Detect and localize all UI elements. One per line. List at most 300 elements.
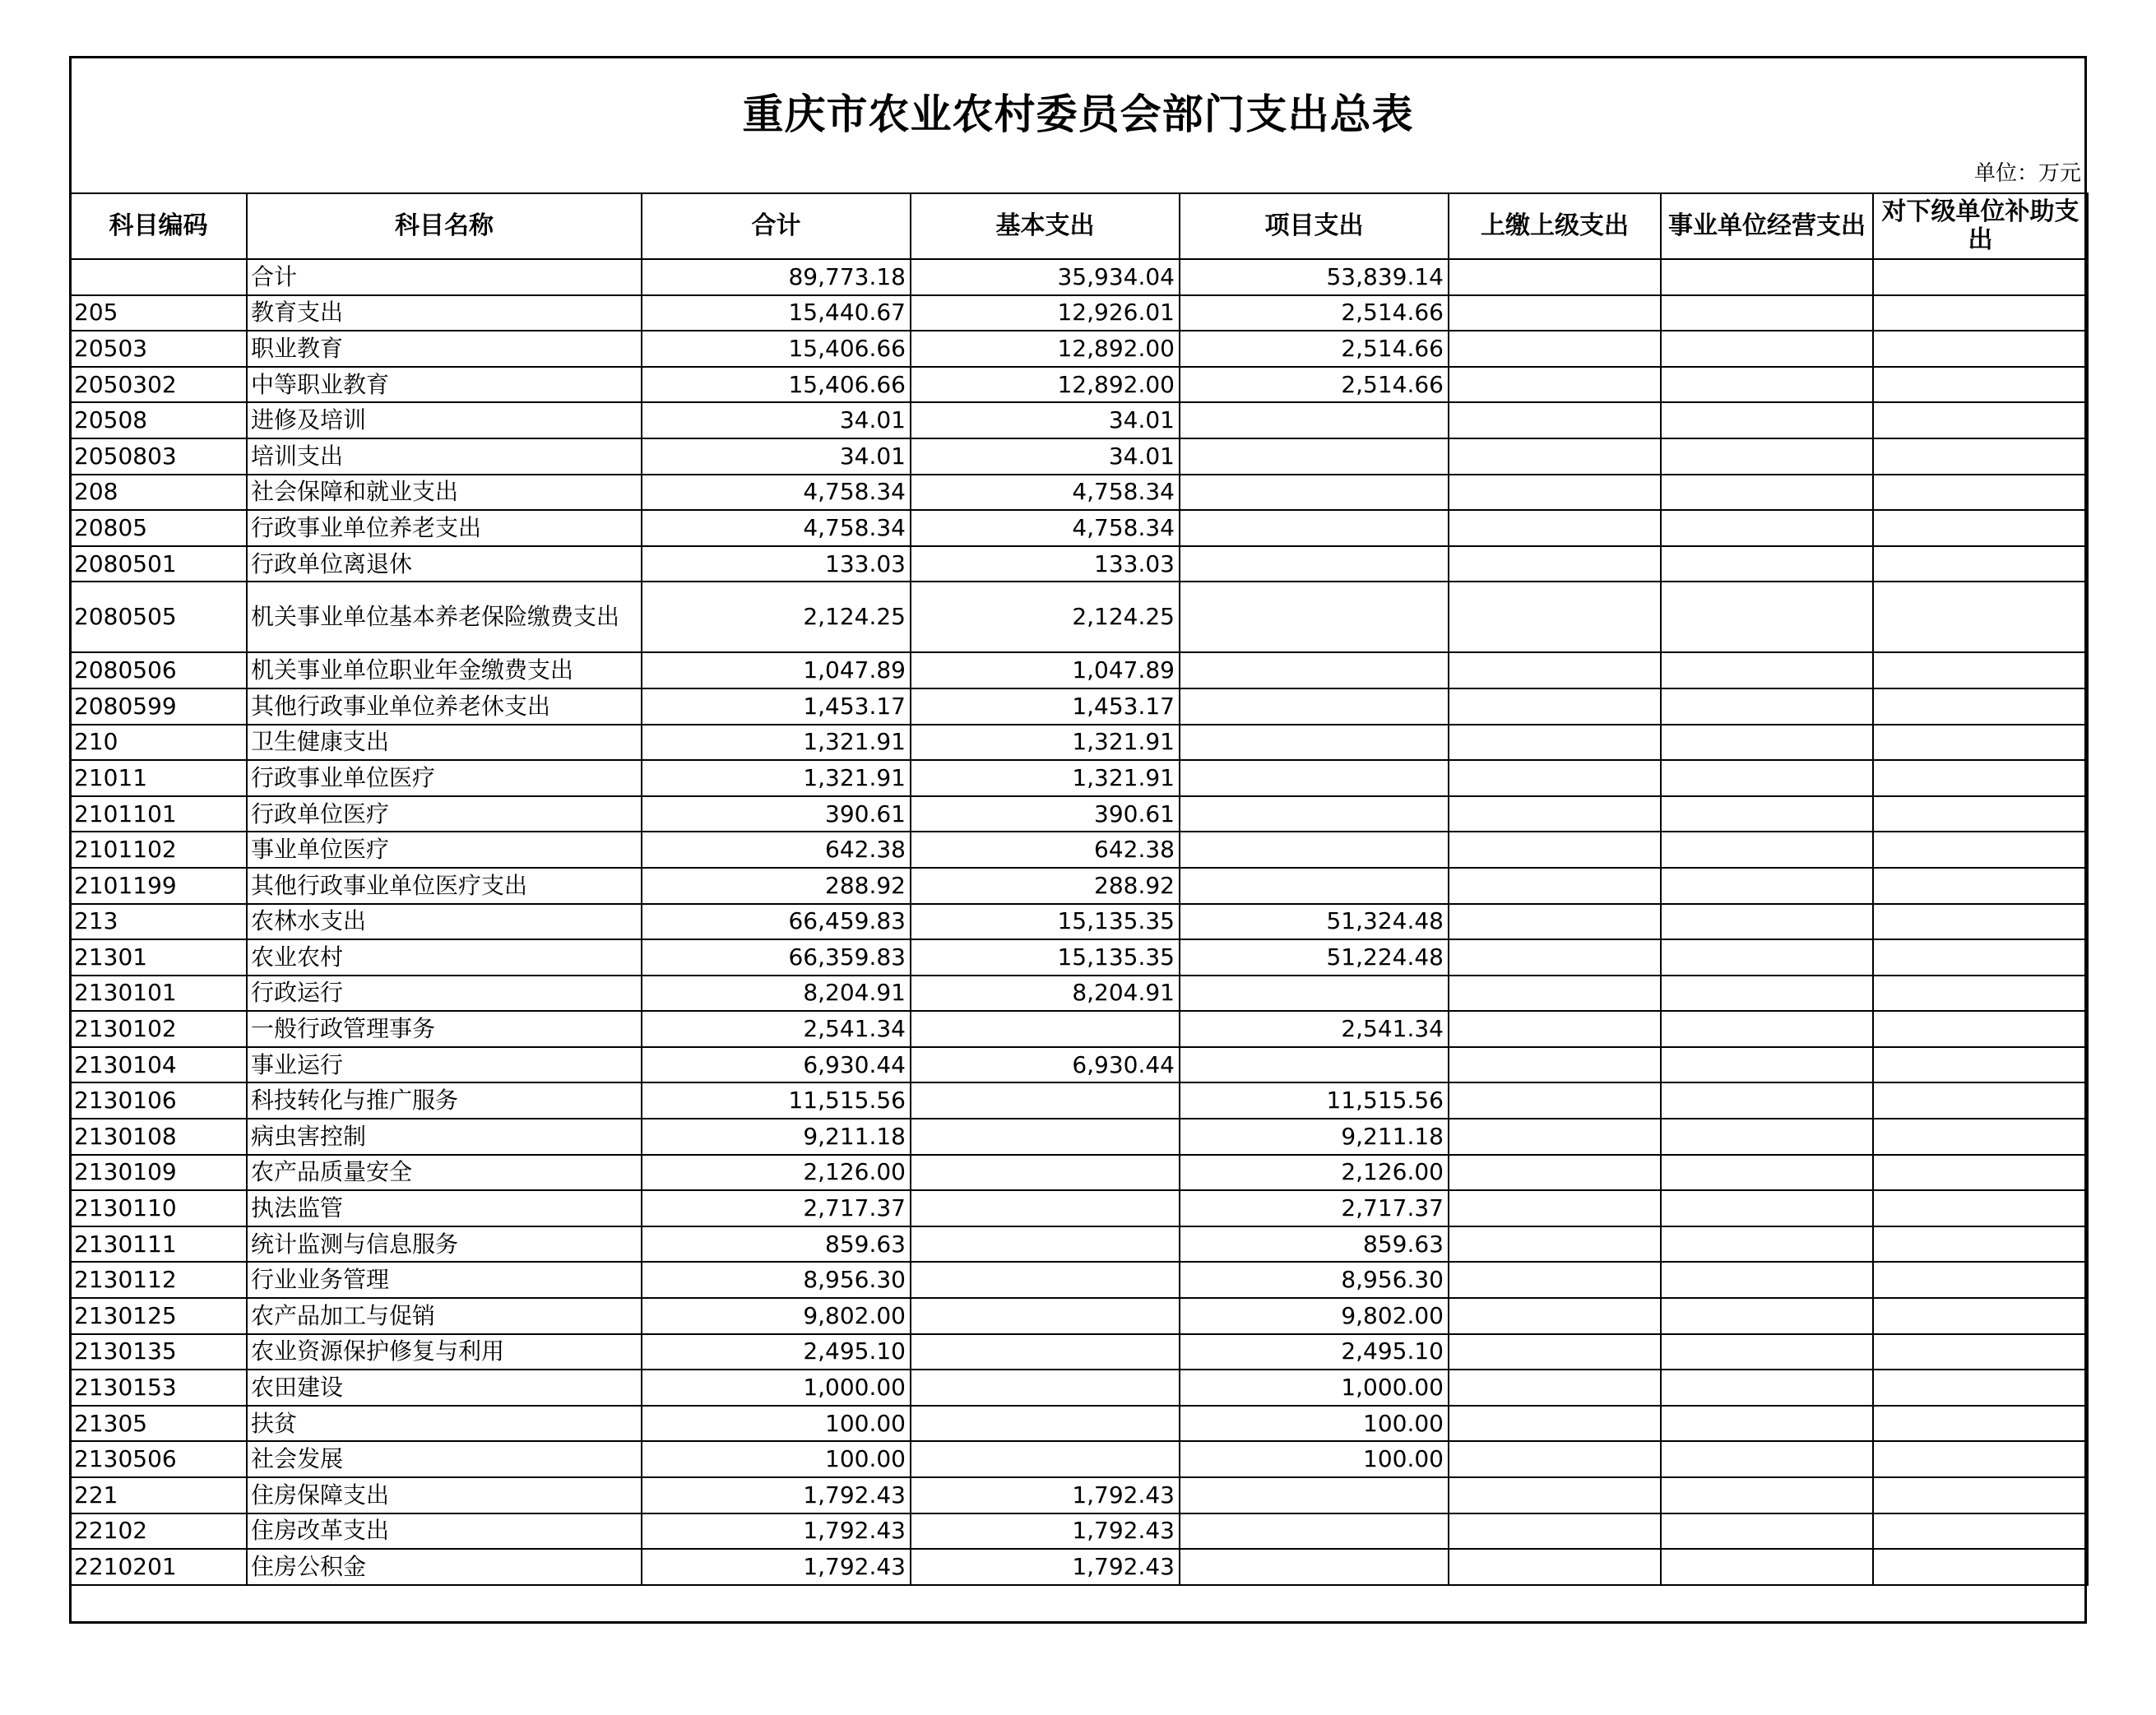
- cell-upper: [1449, 725, 1661, 761]
- cell-code: 2080599: [70, 688, 247, 725]
- cell-total: 1,047.89: [642, 652, 911, 688]
- header-business: 事业单位经营支出: [1661, 193, 1873, 259]
- cell-biz: [1661, 510, 1873, 546]
- cell-code: 20508: [70, 402, 247, 438]
- cell-project: [1180, 868, 1449, 904]
- cell-total: 15,406.66: [642, 367, 911, 403]
- cell-biz: [1661, 367, 1873, 403]
- table-row: [70, 1406, 2088, 1442]
- cell-basic: 4,758.34: [911, 475, 1180, 511]
- cell-code: 2080505: [70, 582, 247, 652]
- cell-total: 15,406.66: [642, 331, 911, 367]
- cell-upper: [1449, 546, 1661, 582]
- cell-upper: [1449, 832, 1661, 868]
- cell-name: 职业教育: [247, 331, 642, 367]
- cell-code: 2130153: [70, 1370, 247, 1406]
- cell-basic: 390.61: [911, 796, 1180, 832]
- table-row: [70, 1119, 2088, 1155]
- cell-name: 住房公积金: [247, 1549, 642, 1585]
- cell-biz: [1661, 1262, 1873, 1298]
- cell-total: 2,717.37: [642, 1190, 911, 1226]
- header-project: 项目支出: [1180, 193, 1449, 259]
- cell-name: 执法监管: [247, 1190, 642, 1226]
- expenditure-table: [69, 192, 2089, 1586]
- cell-code: 20503: [70, 331, 247, 367]
- cell-code: 2130101: [70, 976, 247, 1012]
- cell-name: 农业农村: [247, 939, 642, 976]
- cell-basic: 1,453.17: [911, 688, 1180, 725]
- cell-upper: [1449, 1190, 1661, 1226]
- cell-total: 288.92: [642, 868, 911, 904]
- cell-name: 行政事业单位养老支出: [247, 510, 642, 546]
- cell-total: 1,792.43: [642, 1549, 911, 1585]
- cell-sub: [1873, 259, 2088, 295]
- cell-sub: [1873, 1190, 2088, 1226]
- cell-code: 205: [70, 295, 247, 331]
- cell-biz: [1661, 1477, 1873, 1513]
- cell-total: 15,440.67: [642, 295, 911, 331]
- cell-biz: [1661, 1190, 1873, 1226]
- table-row: [70, 976, 2088, 1012]
- cell-biz: [1661, 868, 1873, 904]
- cell-biz: [1661, 1334, 1873, 1370]
- cell-code: 2101199: [70, 868, 247, 904]
- cell-biz: [1661, 546, 1873, 582]
- cell-biz: [1661, 402, 1873, 438]
- cell-biz: [1661, 1513, 1873, 1550]
- cell-basic: 642.38: [911, 832, 1180, 868]
- cell-project: 2,541.34: [1180, 1011, 1449, 1047]
- cell-project: [1180, 438, 1449, 475]
- cell-name: 农产品加工与促销: [247, 1298, 642, 1334]
- cell-code: 2050302: [70, 367, 247, 403]
- cell-name: 行政单位离退休: [247, 546, 642, 582]
- cell-upper: [1449, 976, 1661, 1012]
- cell-name: 培训支出: [247, 438, 642, 475]
- cell-project: [1180, 725, 1449, 761]
- cell-sub: [1873, 904, 2088, 940]
- cell-basic: 35,934.04: [911, 259, 1180, 295]
- cell-biz: [1661, 725, 1873, 761]
- cell-code: 21301: [70, 939, 247, 976]
- cell-total: 11,515.56: [642, 1082, 911, 1119]
- cell-upper: [1449, 1011, 1661, 1047]
- cell-basic: 6,930.44: [911, 1047, 1180, 1083]
- cell-basic: [911, 1334, 1180, 1370]
- cell-upper: [1449, 1406, 1661, 1442]
- cell-project: 2,126.00: [1180, 1155, 1449, 1191]
- cell-basic: 12,892.00: [911, 367, 1180, 403]
- cell-sub: [1873, 1406, 2088, 1442]
- cell-project: [1180, 1477, 1449, 1513]
- cell-name: 教育支出: [247, 295, 642, 331]
- cell-total: 9,211.18: [642, 1119, 911, 1155]
- cell-code: 2130110: [70, 1190, 247, 1226]
- cell-sub: [1873, 868, 2088, 904]
- cell-total: 34.01: [642, 402, 911, 438]
- cell-biz: [1661, 1011, 1873, 1047]
- cell-project: [1180, 796, 1449, 832]
- cell-name: 统计监测与信息服务: [247, 1226, 642, 1263]
- cell-code: 2130104: [70, 1047, 247, 1083]
- cell-upper: [1449, 367, 1661, 403]
- cell-project: 2,495.10: [1180, 1334, 1449, 1370]
- cell-upper: [1449, 1226, 1661, 1263]
- cell-project: [1180, 760, 1449, 796]
- table-row: [70, 438, 2088, 475]
- cell-name: 行政运行: [247, 976, 642, 1012]
- table-row: [70, 1262, 2088, 1298]
- cell-name: 扶贫: [247, 1406, 642, 1442]
- cell-project: 2,514.66: [1180, 331, 1449, 367]
- cell-total: 1,321.91: [642, 725, 911, 761]
- cell-code: 2130125: [70, 1298, 247, 1334]
- cell-upper: [1449, 582, 1661, 652]
- cell-name: 住房保障支出: [247, 1477, 642, 1513]
- cell-total: 4,758.34: [642, 510, 911, 546]
- cell-project: 1,000.00: [1180, 1370, 1449, 1406]
- cell-upper: [1449, 904, 1661, 940]
- cell-upper: [1449, 475, 1661, 511]
- cell-biz: [1661, 760, 1873, 796]
- cell-project: [1180, 1513, 1449, 1550]
- cell-biz: [1661, 1370, 1873, 1406]
- cell-sub: [1873, 1082, 2088, 1119]
- cell-name: 行政事业单位医疗: [247, 760, 642, 796]
- cell-name: 事业运行: [247, 1047, 642, 1083]
- table-body: [70, 259, 2088, 1585]
- cell-basic: 1,047.89: [911, 652, 1180, 688]
- cell-biz: [1661, 904, 1873, 940]
- cell-sub: [1873, 760, 2088, 796]
- cell-total: 66,359.83: [642, 939, 911, 976]
- table-row: [70, 796, 2088, 832]
- cell-basic: 288.92: [911, 868, 1180, 904]
- cell-code: 221: [70, 1477, 247, 1513]
- cell-project: 51,324.48: [1180, 904, 1449, 940]
- report-title: 重庆市农业农村委员会部门支出总表: [742, 90, 1414, 138]
- cell-upper: [1449, 1477, 1661, 1513]
- cell-biz: [1661, 1441, 1873, 1477]
- cell-upper: [1449, 1298, 1661, 1334]
- table-row: [70, 1190, 2088, 1226]
- table-row: [70, 939, 2088, 976]
- cell-total: 89,773.18: [642, 259, 911, 295]
- cell-total: 1,000.00: [642, 1370, 911, 1406]
- cell-basic: 12,926.01: [911, 295, 1180, 331]
- cell-code: 2130109: [70, 1155, 247, 1191]
- cell-name: 其他行政事业单位养老休支出: [247, 688, 642, 725]
- cell-total: 2,124.25: [642, 582, 911, 652]
- cell-code: 21011: [70, 760, 247, 796]
- cell-basic: 1,792.43: [911, 1513, 1180, 1550]
- table-row: [70, 295, 2088, 331]
- cell-basic: 34.01: [911, 402, 1180, 438]
- cell-upper: [1449, 259, 1661, 295]
- cell-basic: 15,135.35: [911, 939, 1180, 976]
- cell-biz: [1661, 976, 1873, 1012]
- cell-basic: 1,792.43: [911, 1549, 1180, 1585]
- cell-biz: [1661, 582, 1873, 652]
- cell-code: 2130102: [70, 1011, 247, 1047]
- report-frame: [69, 56, 2087, 1624]
- cell-name: 行业业务管理: [247, 1262, 642, 1298]
- cell-name: 卫生健康支出: [247, 725, 642, 761]
- cell-sub: [1873, 1155, 2088, 1191]
- table-row: [70, 367, 2088, 403]
- cell-sub: [1873, 976, 2088, 1012]
- cell-name: 中等职业教育: [247, 367, 642, 403]
- cell-total: 100.00: [642, 1406, 911, 1442]
- cell-code: 2130106: [70, 1082, 247, 1119]
- cell-biz: [1661, 688, 1873, 725]
- cell-code: 2130135: [70, 1334, 247, 1370]
- cell-code: 210: [70, 725, 247, 761]
- cell-upper: [1449, 652, 1661, 688]
- cell-project: [1180, 402, 1449, 438]
- cell-biz: [1661, 1226, 1873, 1263]
- table-row: [70, 760, 2088, 796]
- cell-code: [70, 259, 247, 295]
- cell-sub: [1873, 939, 2088, 976]
- table-row: [70, 1082, 2088, 1119]
- cell-total: 1,792.43: [642, 1513, 911, 1550]
- cell-code: 208: [70, 475, 247, 511]
- cell-total: 66,459.83: [642, 904, 911, 940]
- cell-project: 100.00: [1180, 1406, 1449, 1442]
- cell-code: 2080506: [70, 652, 247, 688]
- cell-sub: [1873, 688, 2088, 725]
- cell-biz: [1661, 652, 1873, 688]
- header-row: [70, 193, 2088, 259]
- cell-sub: [1873, 1549, 2088, 1585]
- cell-biz: [1661, 1406, 1873, 1442]
- cell-upper: [1449, 1513, 1661, 1550]
- cell-sub: [1873, 832, 2088, 868]
- cell-basic: 34.01: [911, 438, 1180, 475]
- cell-project: 53,839.14: [1180, 259, 1449, 295]
- table-row: [70, 1370, 2088, 1406]
- cell-basic: [911, 1119, 1180, 1155]
- cell-sub: [1873, 475, 2088, 511]
- cell-name: 农业资源保护修复与利用: [247, 1334, 642, 1370]
- cell-upper: [1449, 510, 1661, 546]
- cell-sub: [1873, 1298, 2088, 1334]
- cell-name: 住房改革支出: [247, 1513, 642, 1550]
- header-basic: 基本支出: [911, 193, 1180, 259]
- cell-name: 社会发展: [247, 1441, 642, 1477]
- cell-upper: [1449, 868, 1661, 904]
- cell-total: 1,792.43: [642, 1477, 911, 1513]
- cell-project: 100.00: [1180, 1441, 1449, 1477]
- cell-basic: [911, 1155, 1180, 1191]
- table-row: [70, 1334, 2088, 1370]
- cell-basic: [911, 1082, 1180, 1119]
- cell-project: 2,514.66: [1180, 367, 1449, 403]
- cell-biz: [1661, 1047, 1873, 1083]
- cell-code: 2130111: [70, 1226, 247, 1263]
- cell-code: 20805: [70, 510, 247, 546]
- cell-sub: [1873, 796, 2088, 832]
- cell-total: 8,956.30: [642, 1262, 911, 1298]
- cell-basic: 2,124.25: [911, 582, 1180, 652]
- table-row: [70, 832, 2088, 868]
- cell-sub: [1873, 1011, 2088, 1047]
- cell-sub: [1873, 1513, 2088, 1550]
- cell-code: 21305: [70, 1406, 247, 1442]
- table-row: [70, 1477, 2088, 1513]
- table-row: [70, 1155, 2088, 1191]
- cell-total: 1,453.17: [642, 688, 911, 725]
- cell-biz: [1661, 832, 1873, 868]
- table-row: [70, 510, 2088, 546]
- cell-sub: [1873, 510, 2088, 546]
- cell-code: 2130506: [70, 1441, 247, 1477]
- cell-basic: 133.03: [911, 546, 1180, 582]
- cell-basic: 4,758.34: [911, 510, 1180, 546]
- table-row: [70, 1047, 2088, 1083]
- table-row: [70, 475, 2088, 511]
- cell-project: [1180, 1549, 1449, 1585]
- cell-sub: [1873, 1334, 2088, 1370]
- cell-sub: [1873, 1262, 2088, 1298]
- cell-upper: [1449, 1441, 1661, 1477]
- cell-upper: [1449, 1047, 1661, 1083]
- cell-project: 9,211.18: [1180, 1119, 1449, 1155]
- cell-upper: [1449, 1549, 1661, 1585]
- cell-sub: [1873, 725, 2088, 761]
- cell-name: 合计: [247, 259, 642, 295]
- cell-basic: [911, 1262, 1180, 1298]
- cell-project: [1180, 475, 1449, 511]
- cell-sub: [1873, 1477, 2088, 1513]
- cell-biz: [1661, 796, 1873, 832]
- table-row: [70, 652, 2088, 688]
- cell-sub: [1873, 1441, 2088, 1477]
- cell-basic: [911, 1298, 1180, 1334]
- cell-basic: [911, 1441, 1180, 1477]
- cell-total: 9,802.00: [642, 1298, 911, 1334]
- table-row: [70, 546, 2088, 582]
- cell-total: 859.63: [642, 1226, 911, 1263]
- table-row: [70, 1298, 2088, 1334]
- cell-biz: [1661, 475, 1873, 511]
- cell-code: 2050803: [70, 438, 247, 475]
- table-row: [70, 259, 2088, 295]
- cell-upper: [1449, 331, 1661, 367]
- cell-code: 2210201: [70, 1549, 247, 1585]
- cell-project: 8,956.30: [1180, 1262, 1449, 1298]
- cell-total: 100.00: [642, 1441, 911, 1477]
- cell-project: [1180, 1047, 1449, 1083]
- cell-biz: [1661, 259, 1873, 295]
- cell-project: [1180, 510, 1449, 546]
- cell-code: 2101101: [70, 796, 247, 832]
- cell-total: 2,495.10: [642, 1334, 911, 1370]
- table-row: [70, 582, 2088, 652]
- cell-project: [1180, 652, 1449, 688]
- cell-basic: 1,321.91: [911, 760, 1180, 796]
- cell-sub: [1873, 1047, 2088, 1083]
- table-row: [70, 1226, 2088, 1263]
- cell-name: 机关事业单位职业年金缴费支出: [247, 652, 642, 688]
- cell-total: 390.61: [642, 796, 911, 832]
- cell-name: 社会保障和就业支出: [247, 475, 642, 511]
- cell-biz: [1661, 295, 1873, 331]
- table-row: [70, 402, 2088, 438]
- cell-upper: [1449, 1262, 1661, 1298]
- cell-code: 2130112: [70, 1262, 247, 1298]
- unit-label: 单位：万元: [1973, 161, 2081, 186]
- cell-name: 农产品质量安全: [247, 1155, 642, 1191]
- cell-biz: [1661, 1298, 1873, 1334]
- cell-name: 机关事业单位基本养老保险缴费支出: [247, 582, 642, 652]
- cell-upper: [1449, 1370, 1661, 1406]
- cell-project: [1180, 976, 1449, 1012]
- cell-basic: 1,321.91: [911, 725, 1180, 761]
- cell-basic: [911, 1190, 1180, 1226]
- cell-total: 2,126.00: [642, 1155, 911, 1191]
- cell-total: 6,930.44: [642, 1047, 911, 1083]
- cell-sub: [1873, 295, 2088, 331]
- table-row: [70, 1549, 2088, 1585]
- cell-project: 51,224.48: [1180, 939, 1449, 976]
- cell-code: 2101102: [70, 832, 247, 868]
- cell-basic: [911, 1226, 1180, 1263]
- cell-project: [1180, 688, 1449, 725]
- cell-upper: [1449, 939, 1661, 976]
- cell-biz: [1661, 1082, 1873, 1119]
- cell-project: 2,717.37: [1180, 1190, 1449, 1226]
- cell-code: 22102: [70, 1513, 247, 1550]
- cell-basic: 8,204.91: [911, 976, 1180, 1012]
- header-subsidy: 对下级单位补助支出: [1873, 193, 2088, 259]
- cell-total: 8,204.91: [642, 976, 911, 1012]
- cell-total: 133.03: [642, 546, 911, 582]
- cell-upper: [1449, 688, 1661, 725]
- cell-biz: [1661, 1155, 1873, 1191]
- cell-total: 642.38: [642, 832, 911, 868]
- cell-total: 1,321.91: [642, 760, 911, 796]
- cell-biz: [1661, 331, 1873, 367]
- table-row: [70, 1011, 2088, 1047]
- cell-name: 农林水支出: [247, 904, 642, 940]
- header-total: 合计: [642, 193, 911, 259]
- cell-name: 其他行政事业单位医疗支出: [247, 868, 642, 904]
- header-code: 科目编码: [70, 193, 247, 259]
- cell-basic: 1,792.43: [911, 1477, 1180, 1513]
- cell-project: 859.63: [1180, 1226, 1449, 1263]
- cell-sub: [1873, 1370, 2088, 1406]
- cell-sub: [1873, 331, 2088, 367]
- cell-name: 农田建设: [247, 1370, 642, 1406]
- cell-upper: [1449, 1119, 1661, 1155]
- cell-code: 2080501: [70, 546, 247, 582]
- cell-name: 病虫害控制: [247, 1119, 642, 1155]
- cell-upper: [1449, 402, 1661, 438]
- cell-biz: [1661, 939, 1873, 976]
- cell-project: [1180, 832, 1449, 868]
- cell-basic: [911, 1011, 1180, 1047]
- cell-upper: [1449, 796, 1661, 832]
- cell-sub: [1873, 367, 2088, 403]
- cell-sub: [1873, 652, 2088, 688]
- table-row: [70, 904, 2088, 940]
- cell-sub: [1873, 438, 2088, 475]
- cell-name: 科技转化与推广服务: [247, 1082, 642, 1119]
- table-row: [70, 725, 2088, 761]
- cell-biz: [1661, 1549, 1873, 1585]
